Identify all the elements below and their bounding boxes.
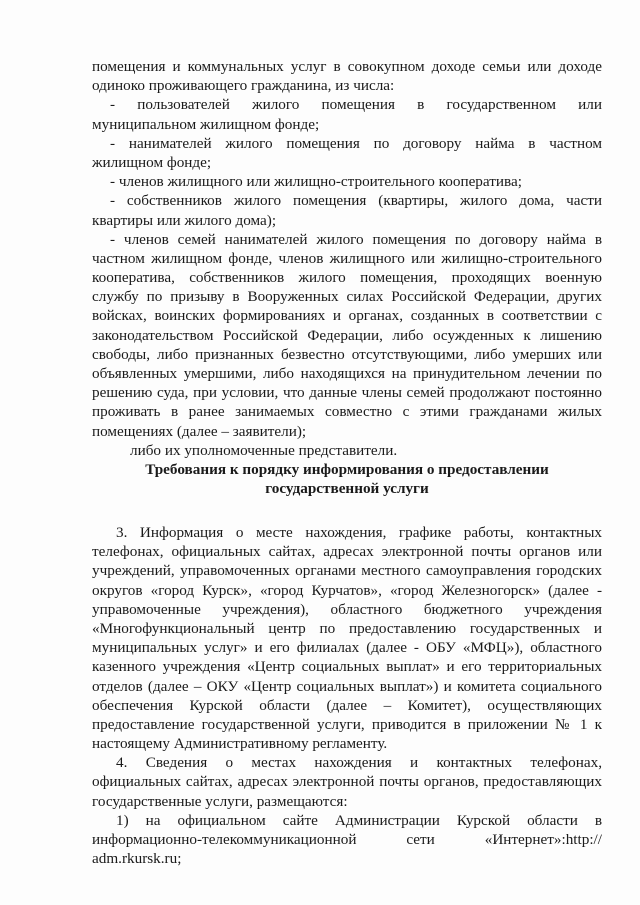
paragraph-information: [92, 523, 602, 868]
text-line: 3. Информация о месте нахождения, графике работы, контактных: [116, 524, 602, 541]
text-line: жилищном фонде;: [92, 153, 212, 171]
text-line: настоящему Административному регламенту.: [92, 735, 388, 753]
text-line: отделов (далее – ОКУ «Центр социальных выплат») и комитета социального: [92, 677, 602, 695]
text-line: предоставление государственной услуги, приводится в приложении № 1 к: [92, 715, 602, 733]
text-line: муниципальных услуг» и его филиалах (далее - ОБУ «МФЦ»), областного: [92, 639, 602, 657]
text-line: учреждений, управомоченных органами местного самоуправления городских: [92, 562, 602, 580]
text-line: - собственников жилого помещения (квартиры, жилого дома, части: [110, 192, 602, 210]
text-line: официальных сайтах, адресах электронной почты органов, предоставляющих: [92, 773, 602, 791]
paragraph-applicants: [92, 57, 602, 460]
text-line: управомоченные учреждения), областного бюджетного учреждения: [92, 600, 602, 618]
text-line: одиноко проживающего гражданина, из числа:: [92, 77, 395, 95]
text-line: - членов жилищного или жилищно-строительного кооператива;: [110, 173, 522, 191]
text-line: квартиры или жилого дома);: [92, 211, 277, 229]
text-line: телефонах, официальных сайтах, адресах электронной почты органов или: [92, 543, 602, 561]
text-line: решению суда, при условии, что данные члены семей продолжают постоянно: [92, 384, 602, 402]
text-line: частном жилищном фонде, членов жилищного или жилищно-строительного: [92, 249, 602, 267]
text-line: свободы, либо признанных безвестно отсутствующими, либо умерших или: [92, 345, 602, 363]
text-line: государственные услуги, размещаются:: [92, 792, 348, 810]
heading-line: Требования к порядку информирования о предоставлении: [145, 461, 549, 478]
text-line: кооператива, собственников жилого помещения, проходящих военную: [92, 269, 602, 287]
text-line: информационно-телекоммуникационной сети «Интернет»:http://: [92, 831, 602, 848]
text-line: проживать в ранее занимаемых совместно с этими гражданами жилых: [92, 403, 602, 421]
text-line: помещения и коммунальных услуг в совокупном доходе семьи или доходе: [92, 58, 602, 75]
text-line: муниципальном жилищном фонде;: [92, 115, 320, 133]
text-line: казенного учреждения «Центр социальных выплат» и его территориальных: [92, 658, 602, 676]
heading-line: государственной услуги: [265, 480, 429, 498]
text-line: объявленных умершими, либо находящихся на принудительном лечении по: [92, 365, 602, 382]
text-line: 4. Сведения о местах нахождения и контактных телефонах,: [116, 754, 602, 772]
text-line: - нанимателей жилого помещения по договору найма в частном: [110, 134, 602, 152]
text-line: - пользователей жилого помещения в государственном или: [110, 96, 602, 114]
text-line: войсках, воинских формированиях и органах, созданных в соответствии с: [92, 307, 602, 325]
text-line: помещениях (далее – заявители);: [92, 422, 307, 440]
text-line: либо их уполномоченные представители.: [130, 441, 398, 459]
text-line: 1) на официальном сайте Администрации Курской области в: [116, 811, 602, 829]
section-heading: [92, 460, 602, 498]
text-line: округов «город Курск», «город Курчатов», «город Железногорск» (далее -: [92, 581, 602, 599]
text-line: обеспечения Курской области (далее – Комитет), осуществляющих: [92, 696, 602, 714]
text-line: - членов семей нанимателей жилого помещения по договору найма в: [110, 230, 602, 248]
text-line: «Многофункциональный центр по предоставлению государственных и: [92, 619, 602, 637]
text-line: службу по призыву в Вооруженных силах Российской Федерации, других: [92, 288, 602, 306]
text-line: законодательством Российской Федерации, либо осужденных к лишению: [92, 326, 602, 344]
text-line: adm.rkursk.ru;: [92, 850, 182, 868]
